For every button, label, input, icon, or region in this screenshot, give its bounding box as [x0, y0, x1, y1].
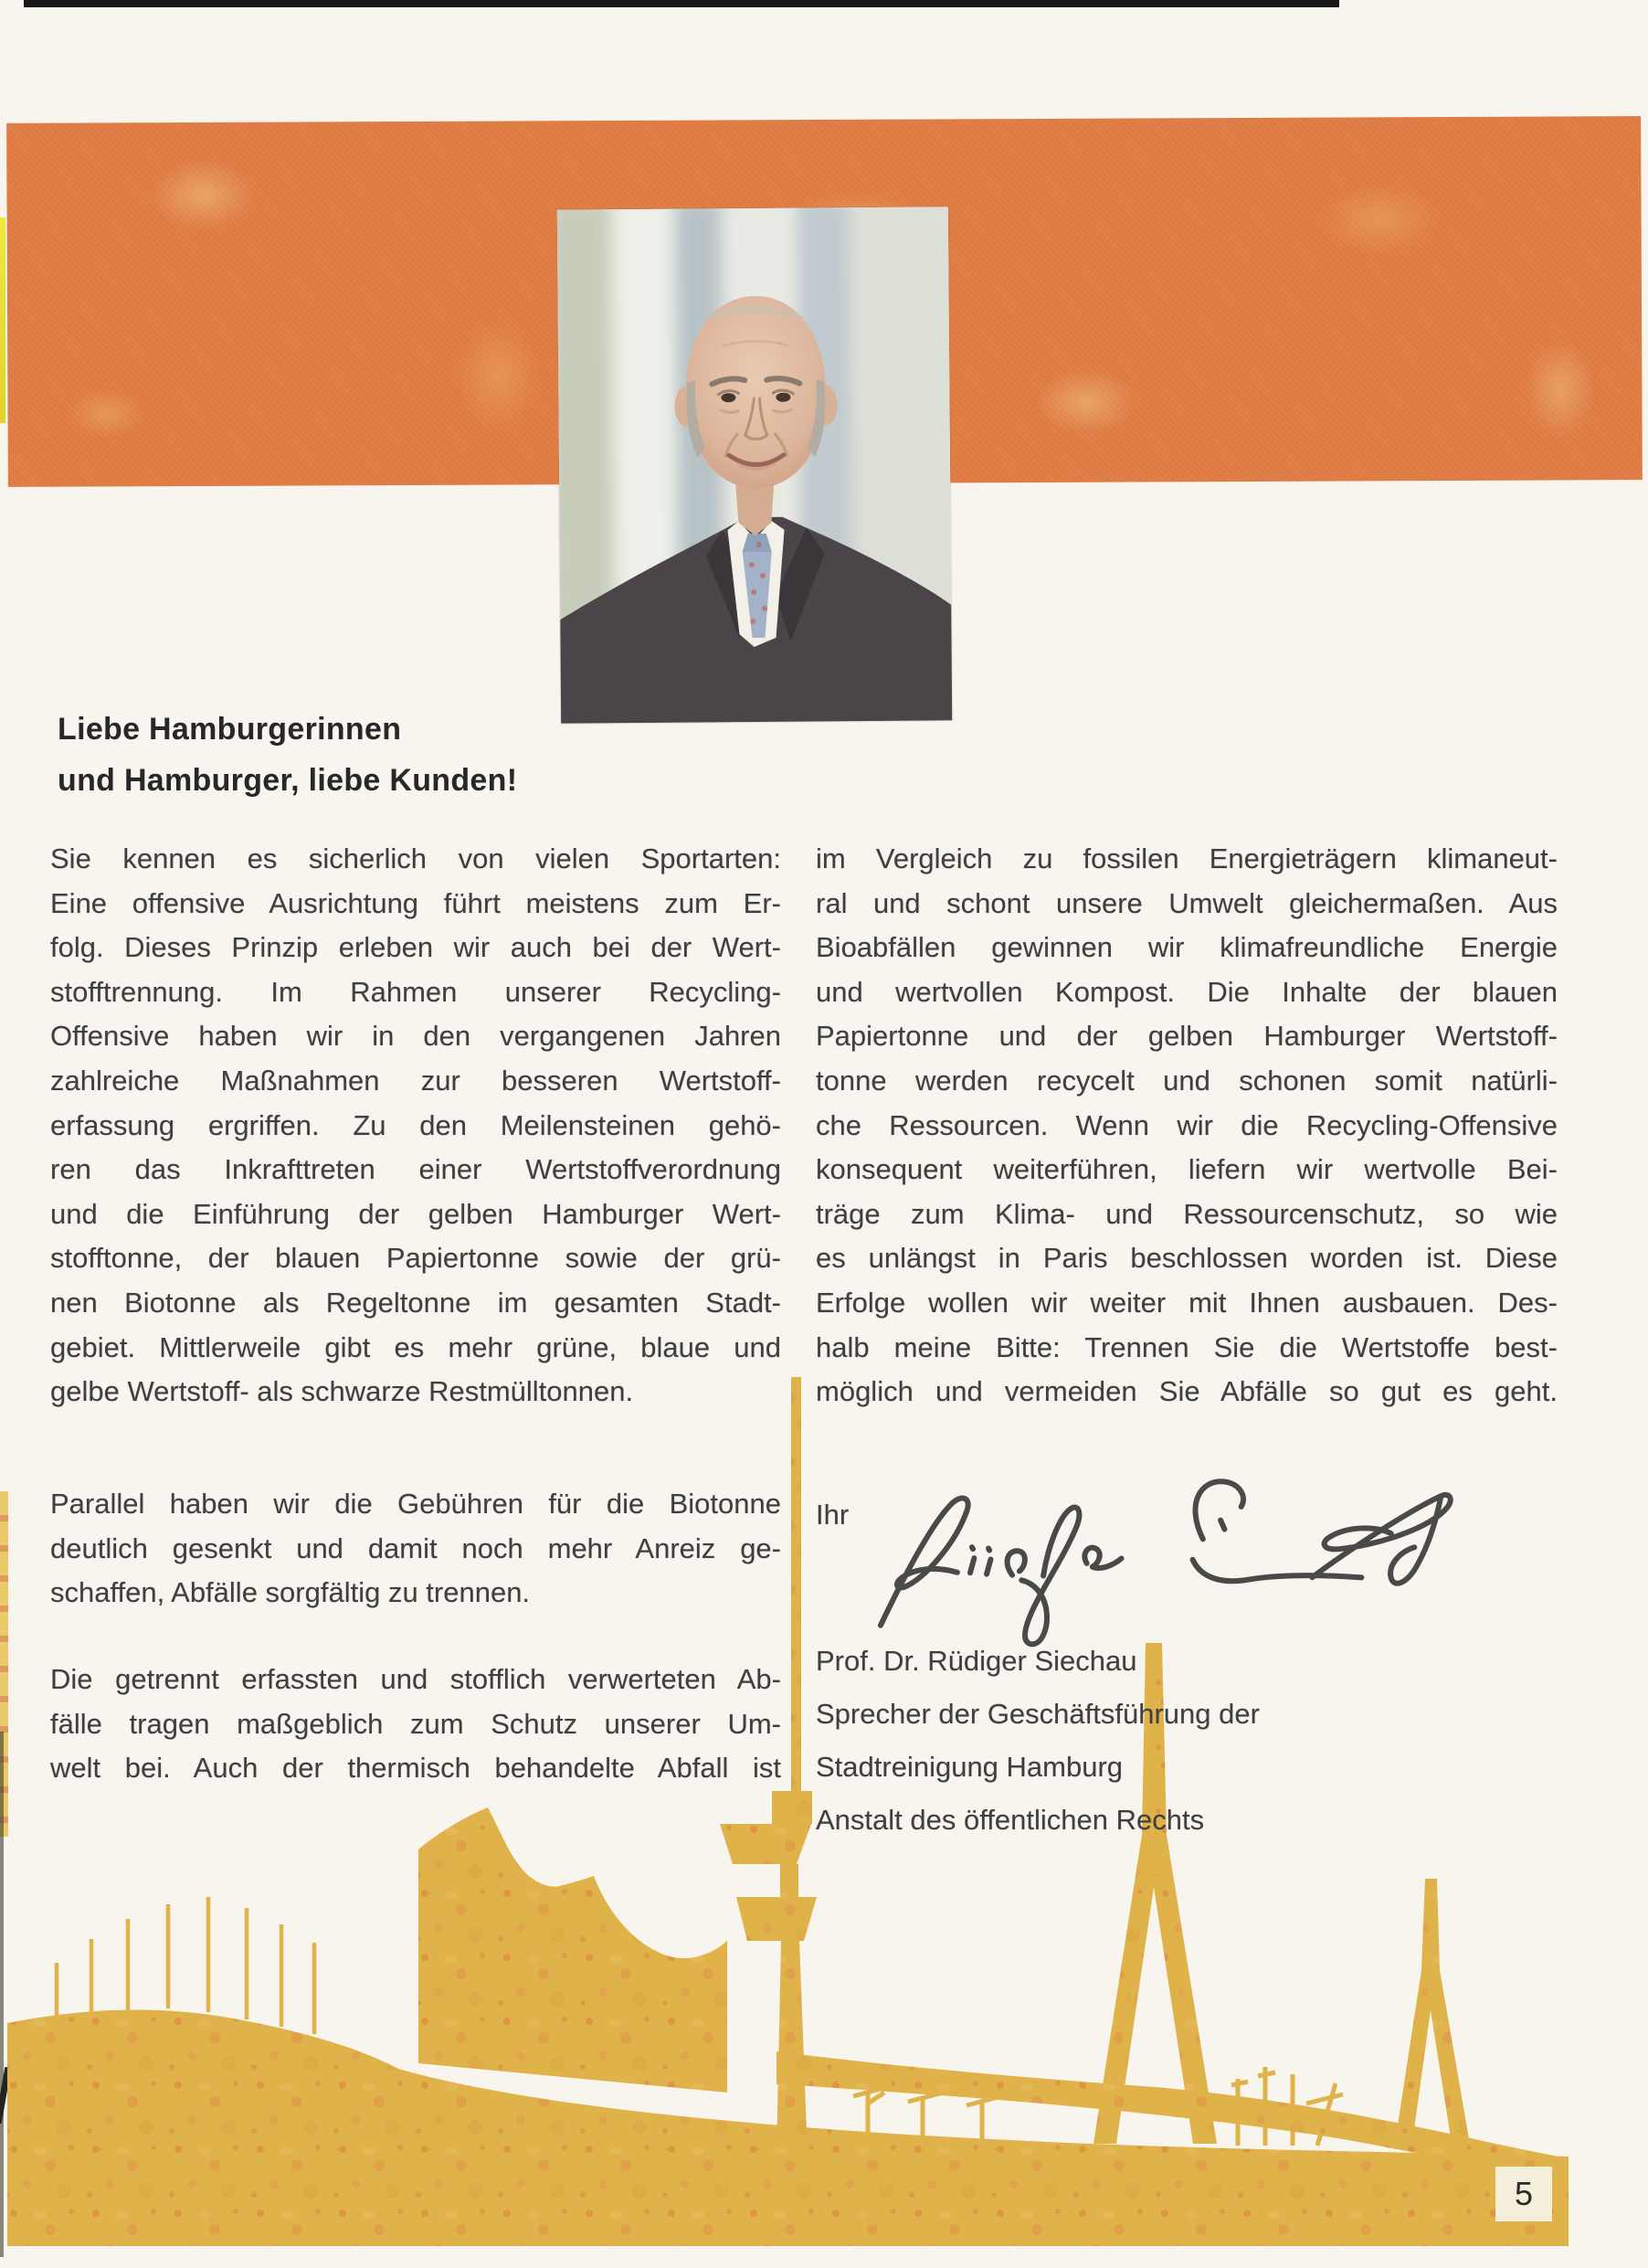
scan-artifact-left-sliver [0, 217, 5, 423]
text-line: zahlreiche Maßnahmen zur besseren Wertstoff- [50, 1064, 781, 1097]
left-column-paragraph-3 [50, 1658, 781, 1791]
text-line: che Ressourcen. Wenn wir die Recycling-Offensive [816, 1108, 1558, 1141]
text-line: erfassung ergriffen. Zu den Meilensteinen gehö- [50, 1108, 781, 1141]
text-line: Parallel haben wir die Gebühren für die Biotonne [50, 1488, 781, 1520]
text-line: und wertvollen Kompost. Die Inhalte der blauen [816, 975, 1558, 1008]
page-heading [58, 704, 715, 806]
organization: Stadtreinigung Hamburg [816, 1751, 1124, 1783]
text-line: Sie kennen es sicherlich von vielen Sportarten: [50, 843, 781, 874]
text-line: stofftrennung. Im Rahmen unserer Recycling- [50, 975, 781, 1008]
text-line: konsequent weiterführen, liefern wir wertvolle Bei- [816, 1153, 1558, 1186]
text-line: Erfolge wollen wir weiter mit Ihnen ausbauen. Des- [816, 1286, 1558, 1319]
text-line: es unlängst in Paris beschlossen worden ist. Diese [816, 1242, 1558, 1275]
person-role-2: Anstalt des öffentlichen Rechts [816, 1804, 1205, 1836]
heading-line-1: Liebe Hamburgerinnen [58, 712, 402, 747]
scan-artifact-top-strip [24, 0, 1339, 7]
text-line: stofftonne, der blauen Papiertonne sowie der grü- [50, 1242, 781, 1275]
text-line: Die getrennt erfassten und stofflich verwerteten Ab- [50, 1663, 781, 1695]
text-line: gelbe Wertstoff- als schwarze Restmülltonnen. [50, 1375, 634, 1408]
text-line: träge zum Klima- und Ressourcenschutz, so wie [816, 1197, 1558, 1230]
text-line: möglich und vermeiden Sie Abfälle so gut es geht. [816, 1375, 1558, 1408]
text-line: Eine offensive Ausrichtung führt meistens zum Er- [50, 886, 781, 919]
text-line: Offensive haben wir in den vergangenen Jahren [50, 1020, 781, 1053]
signature-image [860, 1434, 1460, 1656]
closing-word: Ihr [816, 1499, 850, 1531]
page-number-badge [1495, 2167, 1552, 2221]
heading-line-2: und Hamburger, liebe Kunden! [58, 763, 518, 798]
text-line: Bioabfällen gewinnen wir klimafreundliche Energie [816, 931, 1558, 964]
text-line: ren das Inkrafttreten einer Wertstoffverordnung [50, 1153, 781, 1186]
text-line: Papiertonne und der gelben Hamburger Wertstoff- [816, 1020, 1558, 1053]
text-line: fälle tragen maßgeblich zum Schutz unserer Um- [50, 1707, 781, 1740]
text-line: im Vergleich zu fossilen Energieträgern klimaneut- [816, 843, 1558, 874]
person-name: Prof. Dr. Rüdiger Siechau [816, 1645, 1137, 1677]
right-column-paragraph-1 [816, 837, 1558, 1415]
text-line: schaffen, Abfälle sorgfältig zu trennen. [50, 1576, 531, 1609]
text-line: und die Einführung der gelben Hamburger Wert- [50, 1197, 781, 1230]
text-line: ral und schont unsere Umwelt gleichermaßen. Aus [816, 886, 1558, 919]
left-column-paragraph-1 [50, 837, 781, 1415]
person-role-1: Sprecher der Geschäftsführung der [816, 1698, 1260, 1730]
portrait-photo [557, 207, 952, 723]
text-line: welt bei. Auch der thermisch behandelte Abfall ist [50, 1752, 781, 1785]
portrait-illustration [557, 207, 952, 723]
text-line: gebiet. Mittlerweile gibt es mehr grüne, blaue und [50, 1330, 781, 1363]
text-line: deutlich gesenkt und damit noch mehr Anreiz ge- [50, 1531, 781, 1564]
page-number: 5 [1514, 2175, 1534, 2212]
text-line: halb meine Bitte: Trennen Sie die Wertstoffe best- [816, 1330, 1558, 1363]
left-column-paragraph-2 [50, 1482, 781, 1616]
text-line: folg. Dieses Prinzip erleben wir auch bei der Wert- [50, 931, 781, 964]
text-line: nen Biotonne als Regeltonne im gesamten Stadt- [50, 1286, 781, 1319]
text-line: tonne werden recycelt und schonen somit natürli- [816, 1064, 1558, 1097]
signature-name-block [816, 1635, 1558, 1847]
